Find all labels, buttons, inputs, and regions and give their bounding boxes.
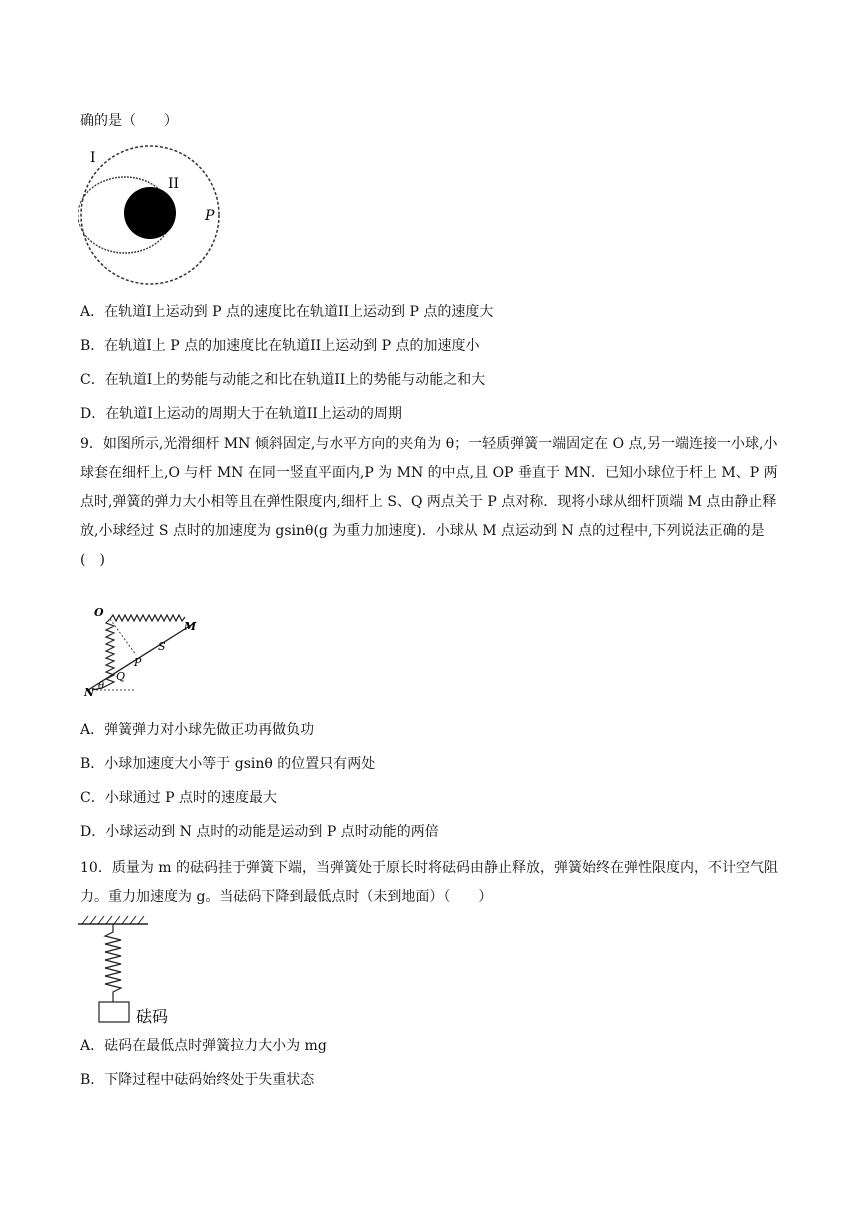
rod-spring-figure — [80, 604, 210, 696]
svg-text:N: N — [84, 686, 95, 696]
label-orbit-i: I — [90, 150, 96, 166]
hanging-mass-figure — [76, 914, 186, 1026]
svg-text:M: M — [184, 620, 197, 633]
weight-label: 砝码 — [136, 1007, 169, 1026]
q9-option-d: D．小球运动到 N 点时的动能是运动到 P 点时动能的两倍 — [80, 824, 439, 840]
q8-stem-tail: 确的是（ ） — [80, 113, 178, 129]
q8-option-d: D．在轨道I上运动的周期大于在轨道II上运动的周期 — [80, 406, 402, 422]
q10-option-b: B．下降过程中砝码始终处于失重状态 — [80, 1072, 315, 1088]
svg-text:S: S — [158, 640, 166, 653]
q9-option-c: C．小球通过 P 点时的速度最大 — [80, 790, 278, 806]
svg-text:P: P — [134, 656, 142, 669]
svg-text:O: O — [94, 606, 104, 619]
orbit-figure — [78, 142, 228, 288]
q10-stem: 10．质量为 m 的砝码挂于弹簧下端，当弹簧处于原长时将砝码由静止释放，弹簧始终在弹性限度内，不计空气阻力。重力加速度为 g。当砝码下降到最低点时（未到地面）（ ） — [80, 860, 778, 905]
svg-text:Q: Q — [116, 670, 126, 683]
q10-option-a: A．砝码在最低点时弹簧拉力大小为 mg — [80, 1038, 327, 1054]
q8-option-c: C．在轨道I上的势能与动能之和比在轨道II上的势能与动能之和大 — [80, 372, 486, 388]
svg-text:θ: θ — [98, 681, 105, 692]
q9-stem: 9．如图所示,光滑细杆 MN 倾斜固定,与水平方向的夹角为 θ；一轻质弹簧一端固定在 O 点,另一端连接一小球,小球套在细杆上,O 与杆 MN 在同一竖直平面内,P 为 MN 的中点,且 OP 垂直于 MN．已知小球位于杆上 M、P 两点时,弹簧的弹力大小相等且在弹性限度内,细杆上 S、Q 两点关于 P 点对称．现将小球从细杆顶端 M 点由静止释放,小球经过 S 点时的加速度为 gsinθ(g 为重力加速度)．小球从 M 点运动到 N 点的过程中,下列说法正确的是( ) — [80, 436, 778, 568]
q8-option-b: B．在轨道I上 P 点的加速度比在轨道II上运动到 P 点的加速度小 — [80, 338, 480, 354]
q8-option-a: A．在轨道I上运动到 P 点的速度比在轨道II上运动到 P 点的速度大 — [80, 304, 494, 320]
planet-disc — [124, 187, 176, 239]
q9-option-b: B．小球加速度大小等于 gsinθ 的位置只有两处 — [80, 756, 376, 772]
label-orbit-ii: II — [168, 176, 180, 192]
label-p: P — [205, 208, 215, 224]
q9-option-a: A．弹簧弹力对小球先做正功再做负功 — [80, 722, 315, 738]
